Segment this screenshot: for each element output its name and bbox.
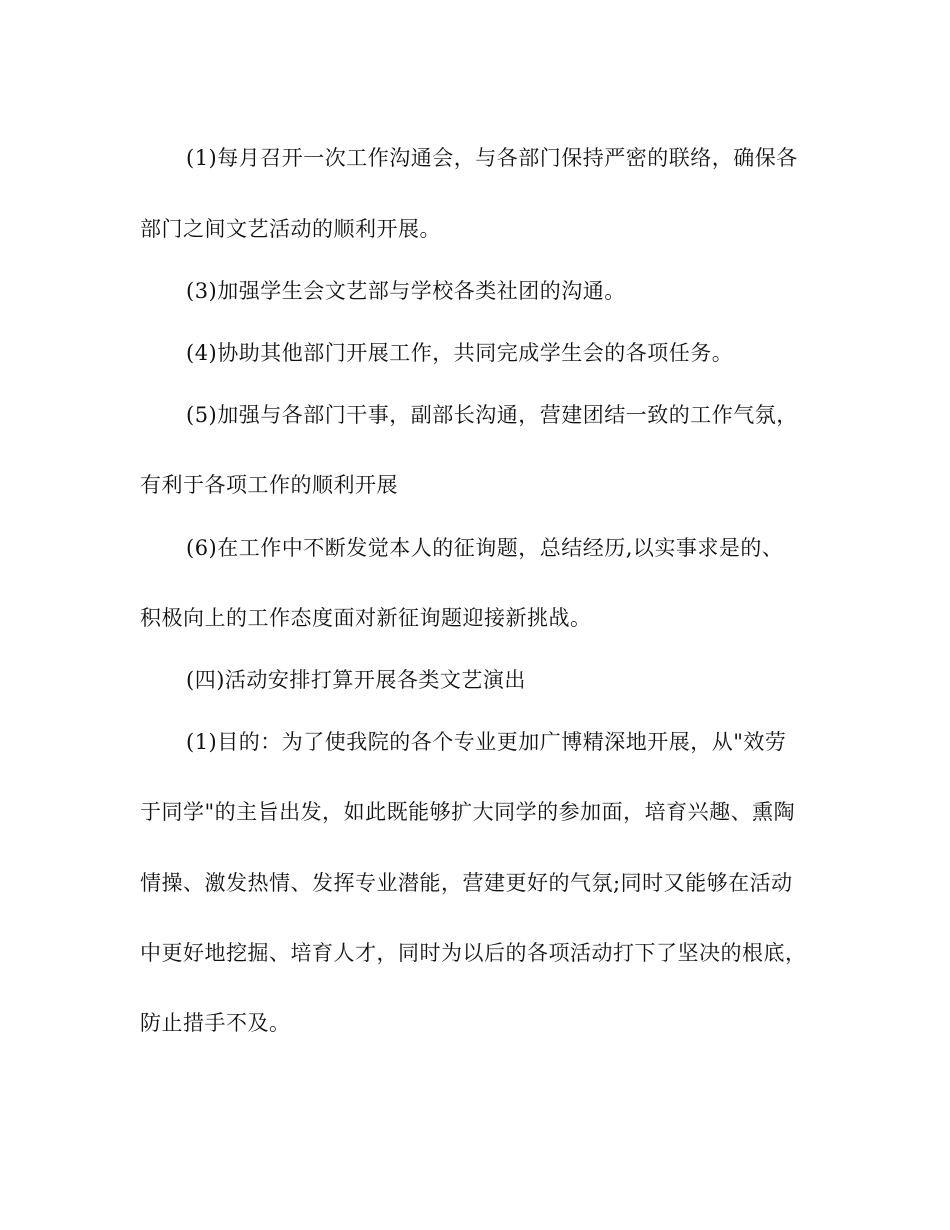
paragraph-line: 防止措手不及。: [140, 1011, 291, 1035]
paragraph-line: 部门之间文艺活动的顺利开展。: [140, 217, 441, 241]
paragraph-line: (1)每月召开一次工作沟通会，与各部门保持严密的联络，确保各: [186, 146, 798, 170]
paragraph-line: 有利于各项工作的顺利开展: [140, 473, 398, 497]
paragraph-line: (1)目的：为了使我院的各个专业更加广博精深地开展，从"效劳: [186, 730, 787, 754]
paragraph-line: (6)在工作中不断发觉本人的征询题，总结经历,以实事求是的、: [186, 536, 784, 560]
paragraph-line: (四)活动安排打算开展各类文艺演出: [186, 668, 526, 692]
paragraph-line: 情操、激发热情、发挥专业潜能，营建更好的气氛;同时又能够在活动: [140, 871, 793, 895]
paragraph-line: (3)加强学生会文艺部与学校各类社团的沟通。: [186, 279, 626, 303]
paragraph-line: 积极向上的工作态度面对新征询题迎接新挑战。: [140, 606, 592, 630]
paragraph-line: 中更好地挖掘、培育人才，同时为以后的各项活动打下了坚决的根底，: [140, 941, 807, 965]
paragraph-line: (5)加强与各部门干事，副部长沟通，营建团结一致的工作气氛，: [186, 403, 798, 427]
paragraph-line: (4)协助其他部门开展工作，共同完成学生会的各项任务。: [186, 341, 734, 365]
paragraph-line: 于同学"的主旨出发，如此既能够扩大同学的参加面，培育兴趣、熏陶: [140, 800, 796, 824]
